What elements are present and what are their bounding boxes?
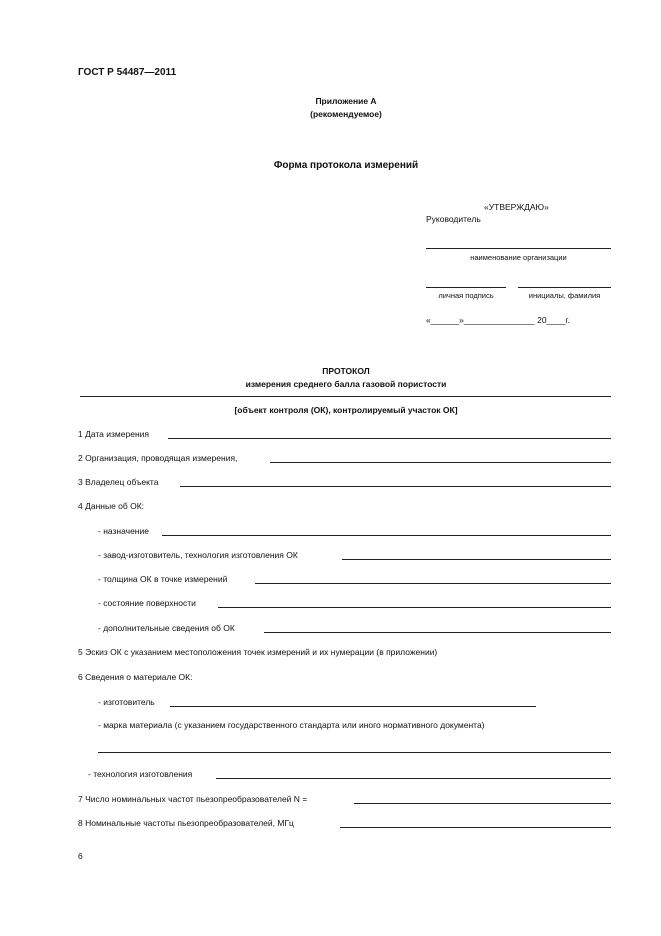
page-number: 6 (78, 851, 83, 861)
item-label: - состояние поверхности (98, 598, 196, 608)
org-name-caption: наименование организации (470, 253, 567, 262)
item-label: - технология изготовления (88, 769, 193, 779)
item-label: 8 Номинальные частоты пьезопреобразователей, МГц (78, 818, 294, 828)
annex-status: (рекомендуемое) (310, 109, 382, 119)
document-header: ГОСТ Р 54487—2011 (78, 67, 177, 78)
fill-line[interactable] (342, 559, 611, 560)
item-organization (0, 453, 661, 465)
object-line[interactable] (80, 396, 611, 397)
material-grade-line[interactable] (98, 752, 611, 753)
item-surface-condition (0, 598, 661, 610)
fill-line[interactable] (270, 462, 611, 463)
item-technology (0, 769, 661, 781)
fill-line[interactable] (180, 486, 611, 487)
item-label: 6 Сведения о материале ОК: (78, 672, 193, 682)
fill-line[interactable] (170, 706, 536, 707)
item-label: - дополнительные сведения об ОК (98, 623, 235, 633)
protocol-title: ПРОТОКОЛ (322, 366, 370, 376)
form-title: Форма протокола измерений (273, 160, 419, 171)
item-label: 1 Дата измерения (78, 429, 149, 439)
item-thickness (0, 574, 661, 586)
protocol-subtitle: измерения среднего балла газовой пористости (245, 379, 447, 389)
item-material-manufacturer (0, 697, 661, 709)
item-label: - изготовитель (98, 697, 155, 707)
item-label: 3 Владелец объекта (78, 477, 159, 487)
item-ok-data (0, 501, 661, 513)
initials-line[interactable] (518, 287, 611, 288)
item-owner (0, 477, 661, 489)
signature-caption: личная подпись (438, 291, 494, 300)
item-material (0, 672, 661, 684)
item-label: 7 Число номинальных частот пьезопреобразователей N = (78, 794, 308, 804)
initials-caption: инициалы, фамилия (528, 291, 601, 300)
approval-date-line: «______»_______________ 20____г. (426, 315, 570, 325)
item-nominal-frequencies (0, 818, 661, 830)
item-label: 5 Эскиз ОК с указанием местоположения точек измерений и их нумерации (в приложении) (78, 647, 438, 657)
annex-title: Приложение А (315, 96, 377, 106)
item-label: - завод-изготовитель, технология изготовления ОК (98, 550, 298, 560)
item-additional-info (0, 623, 661, 635)
item-label: 4 Данные об ОК: (78, 501, 145, 511)
item-frequency-count (0, 794, 661, 806)
fill-line[interactable] (340, 827, 611, 828)
fill-line[interactable] (168, 438, 611, 439)
item-label: 2 Организация, проводящая измерения, (78, 453, 238, 463)
fill-line[interactable] (264, 632, 611, 633)
object-caption: [объект контроля (ОК), контролируемый участок ОК] (234, 405, 458, 415)
approval-head: Руководитель (426, 214, 481, 224)
item-material-grade (0, 720, 661, 732)
item-label: - назначение (98, 526, 149, 536)
org-name-line[interactable] (426, 248, 611, 249)
signature-line[interactable] (426, 287, 506, 288)
item-purpose (0, 526, 661, 538)
fill-line[interactable] (162, 535, 611, 536)
fill-line[interactable] (216, 778, 611, 779)
item-label: - марка материала (с указанием государственного стандарта или иного нормативного документа) (98, 720, 485, 730)
item-sketch (0, 647, 661, 659)
item-measurement-date (0, 429, 661, 441)
approval-stamp: «УТВЕРЖДАЮ» (484, 202, 549, 212)
item-manufacturer (0, 550, 661, 562)
item-label: - толщина ОК в точке измерений (98, 574, 228, 584)
fill-line[interactable] (354, 803, 611, 804)
fill-line[interactable] (218, 607, 611, 608)
fill-line[interactable] (255, 583, 611, 584)
